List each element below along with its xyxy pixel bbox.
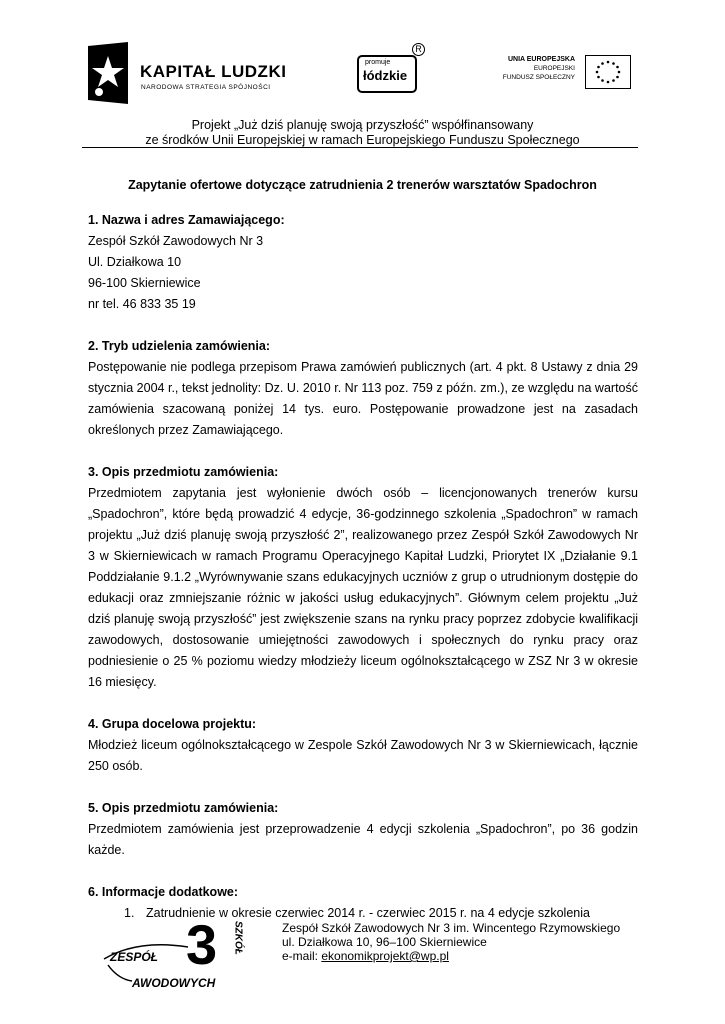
footer xyxy=(0,905,725,1015)
section-text: Młodzież liceum ogólnokształcącego w Zespole Szkół Zawodowych Nr 3 w Skierniewicach, łącznie 250 osób. xyxy=(88,738,638,773)
header-divider xyxy=(82,147,638,148)
section-5 xyxy=(88,798,638,861)
kapital-ludzki-subtitle: NARODOWA STRATEGIA SPÓJNOŚCI xyxy=(141,84,271,91)
eu-line-3: FUNDUSZ SPOŁECZNY xyxy=(502,74,575,81)
list-item-text: Zatrudnienie w okresie czerwiec 2014 r. - czerwiec 2015 r. na 4 edycje szkolenia xyxy=(146,906,590,920)
registered-icon: R xyxy=(412,43,425,56)
email-link[interactable]: ekonomikprojekt@wp.pl xyxy=(321,949,449,963)
logo-number-text: 3 xyxy=(186,913,218,976)
eu-flag-icon xyxy=(585,55,631,89)
section-heading: 2. Tryb udzielenia zamówienia: xyxy=(88,339,270,353)
kapital-ludzki-star-icon xyxy=(88,42,128,104)
section-heading: 4. Grupa docelowa projektu: xyxy=(88,717,257,731)
address-line: Zespół Szkół Zawodowych Nr 3 xyxy=(88,234,264,248)
eu-line-2: EUROPEJSKI xyxy=(533,65,575,72)
project-line-1: Projekt „Już dziś planuję swoją przyszłość” współfinansowany xyxy=(191,118,534,132)
zsz-school-logo xyxy=(98,909,258,989)
eu-line-1: UNIA EUROPEJSKA xyxy=(507,56,575,63)
kapital-ludzki-logo xyxy=(88,42,298,104)
logo-zespol-text: ZESPÓŁ xyxy=(110,950,159,964)
footer-line-1: Zespół Szkół Zawodowych Nr 3 im. Wincentego Rzymowskiego xyxy=(282,921,621,935)
section-text: Przedmiotem zapytania jest wyłonienie dwóch osób – licencjonowanych trenerów kursu „Spadochron”, które będą prowadzić 4 edycje, 36-godzinnego szkolenia „Spadochron” w ramach projektu „Już dziś planuję swoją przyszłość 2”, realizowanego przez Zespół Szkół Zawodowych Nr 3 w Skierniewicach w ramach Programu Operacyjnego Kapitał Ludzki, Priorytet IX „Działanie 9.1 Poddziałanie 9.1.2 „Wyrównywanie szans edukacyjnych uczniów z grup o utrudnionym dostępie do edukacji oraz zmniejszanie różnic w jakości usług edukacyjnych”. Głównym celem projektu „Już dziś planuję swoją przyszłość” jest zwiększenie szans na rynku pracy poprzez zdobycie kwalifikacji zawodowych, dostosowanie umiejętności zawodowych i społecznych do rynku pracy oraz podniesienie o 25 % poziomu wiedzy młodzieży liceum ogólnokształcącego w ZSZ Nr 3 w okresie 16 miesięcy. xyxy=(88,486,638,689)
address-line: 96-100 Skierniewice xyxy=(88,276,201,290)
section-heading: 6. Informacje dodatkowe: xyxy=(88,885,239,899)
lodzkie-brand-text: łódzkie xyxy=(363,68,408,83)
section-3 xyxy=(88,462,638,693)
email-label: e-mail: xyxy=(282,949,322,963)
section-heading: 5. Opis przedmiotu zamówienia: xyxy=(88,801,279,815)
document-body xyxy=(88,210,638,945)
section-heading: 3. Opis przedmiotu zamówienia: xyxy=(88,465,279,479)
section-4 xyxy=(88,714,638,777)
lodzkie-small-text: promuje xyxy=(365,59,391,66)
section-text: Przedmiotem zamówienia jest przeprowadzenie 4 edycji szkolenia „Spadochron”, po 36 godzin każde. xyxy=(88,822,638,857)
address-line: Ul. Działkowa 10 xyxy=(88,255,182,269)
logo-szkol-text: SZKÓŁ xyxy=(232,921,244,955)
section-2 xyxy=(88,336,638,441)
eu-logo xyxy=(470,55,630,95)
logo-zawodowych-text: AWODOWYCH xyxy=(132,976,216,989)
header-logos xyxy=(0,0,725,110)
section-heading: 1. Nazwa i adres Zamawiającego: xyxy=(88,213,285,227)
document-title: Zapytanie ofertowe dotyczące zatrudnienia 2 trenerów warsztatów Spadochron xyxy=(128,178,597,192)
footer-line-3 xyxy=(282,949,620,963)
lodzkie-logo xyxy=(357,44,422,93)
project-line-2: ze środków Unii Europejskiej w ramach Europejskiego Funduszu Społecznego xyxy=(145,133,580,147)
footer-line-2: ul. Działkowa 10, 96–100 Skierniewice xyxy=(282,935,487,949)
list-item-number: 1. xyxy=(124,906,135,920)
section-text: Postępowanie nie podlega przepisom Prawa zamówień publicznych (art. 4 pkt. 8 Ustawy z dnia 29 stycznia 2004 r., tekst jednolity: Dz. U. 2010 r. Nr 113 poz. 759 z późn. zm.), ze względu na wartość zamówienia szacowaną poniżej 14 tys. euro. Postępowanie prowadzone jest na zasadach określonych przez Zamawiającego. xyxy=(88,360,638,437)
kapital-ludzki-title: KAPITAŁ LUDZKI xyxy=(140,62,287,81)
section-1 xyxy=(88,210,638,315)
footer-address xyxy=(282,921,620,963)
address-line: nr tel. 46 833 35 19 xyxy=(88,297,196,311)
